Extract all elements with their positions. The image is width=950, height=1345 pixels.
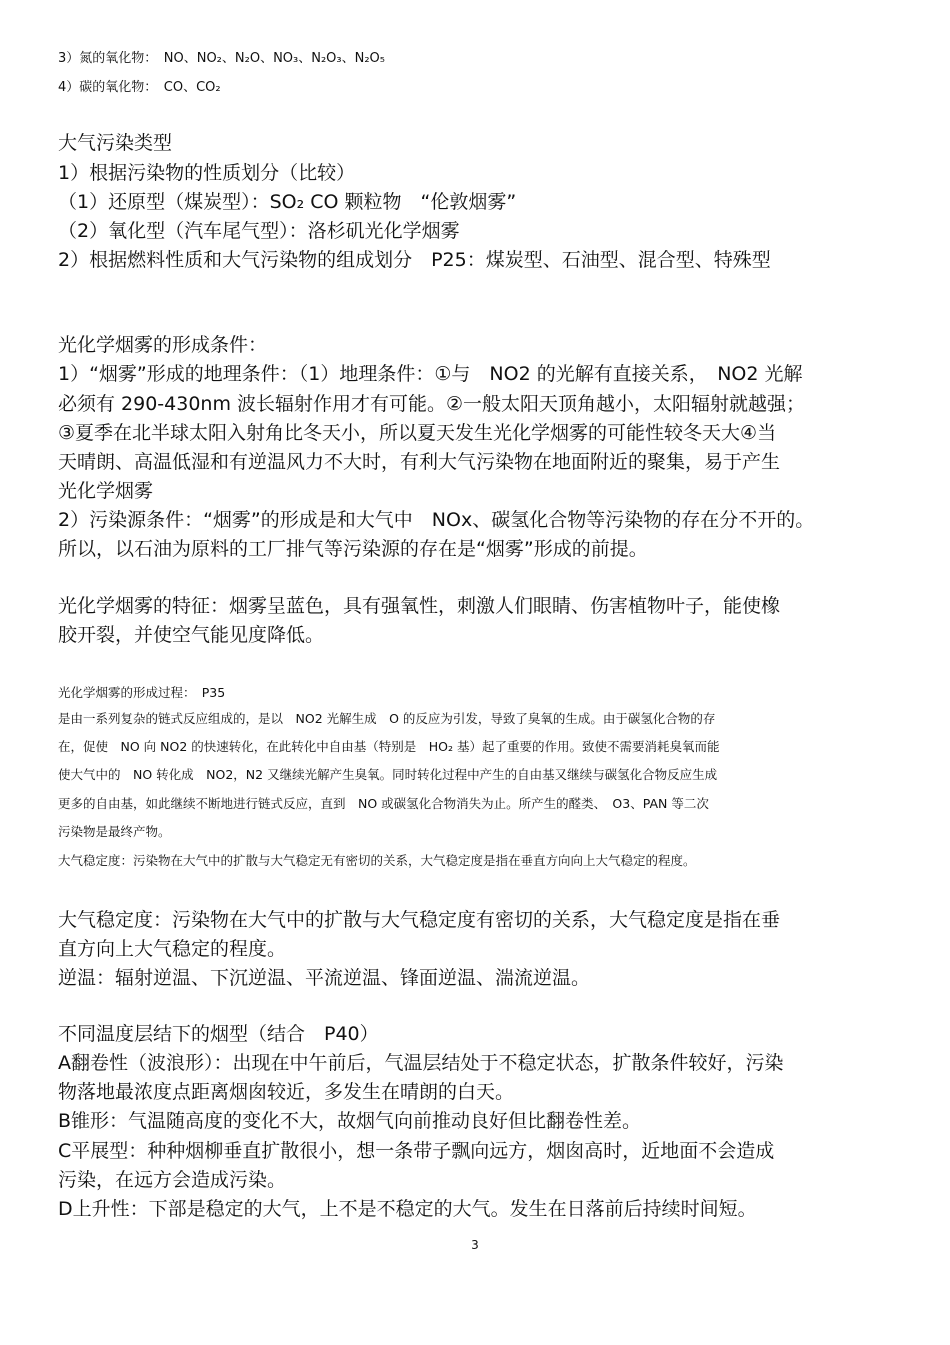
text-line: 物落地最浓度点距离烟囱较近，多发生在晴朗的白天。 xyxy=(58,1081,515,1103)
heading-plume-types: 不同温度层结下的烟型（结合 P40） xyxy=(58,1023,379,1045)
text-line: 污染物是最终产物。 xyxy=(58,824,171,839)
text-line: （2）氧化型（汽车尾气型）：洛杉矶光化学烟雾 xyxy=(58,220,460,242)
heading-stability: 大气稳定度：污染物在大气中的扩散与大气稳定度有密切的关系，大气稳定度是指在垂 xyxy=(58,909,781,931)
text-line: 必须有 290-430nm 波长辐射作用才有可能。②一般太阳天顶角越小，太阳辐射就越强； xyxy=(58,393,806,415)
text-line: 光化学烟雾 xyxy=(58,480,154,502)
text-features: 光化学烟雾的特征：烟雾呈蓝色，具有强氧性，刺激人们眼睛、伤害植物叶子，能使橡 xyxy=(58,595,781,617)
text-line: 2）污染源条件：“烟雾”的形成是和大气中 NOx、碳氢化合物等污染物的存在分不开的。 xyxy=(58,509,815,531)
line-carbon-oxides: 4）碳的氧化物： CO、CO₂ xyxy=(58,80,221,95)
heading-pollution-types: 大气污染类型 xyxy=(58,132,173,154)
text-line: 污染，在远方会造成污染。 xyxy=(58,1169,287,1191)
text-line: ③夏季在北半球太阳入射角比冬天小，所以夏天发生光化学烟雾的可能性较冬天大④当 xyxy=(58,422,777,444)
text-line: （1）还原型（煤炭型）：SO₂ CO 颗粒物 “伦敦烟雾” xyxy=(58,191,517,213)
text-line: 1）根据污染物的性质划分（比较） xyxy=(58,162,356,184)
text-line: D上升性：下部是稳定的大气，上不是不稳定的大气。发生在日落前后持续时间短。 xyxy=(58,1198,757,1220)
text-line: 胶开裂，并使空气能见度降低。 xyxy=(58,624,325,646)
text-line: 1）“烟雾”形成的地理条件：（1）地理条件：①与 NO2 的光解有直接关系， NO2 光解 xyxy=(58,363,803,385)
text-line: 更多的自由基，如此继续不断地进行链式反应，直到 NO 或碳氢化合物消失为止。所产生的醛类、 O3、PAN 等二次 xyxy=(58,796,709,811)
line-nitrogen-oxides: 3）氮的氧化物： NO、NO₂、N₂O、NO₃、N₂O₃、N₂O₅ xyxy=(58,51,385,66)
text-line: 在，促使 NO 向 NO2 的快速转化，在此转化中自由基（特别是 HO₂ 基）起了重要的作用。致使不需要消耗臭氧而能 xyxy=(58,739,720,754)
text-line: 2）根据燃料性质和大气污染物的组成划分 P25：煤炭型、石油型、混合型、特殊型 xyxy=(58,249,771,271)
text-line: A翻卷性（波浪形）：出现在中午前后，气温层结处于不稳定状态，扩散条件较好，污染 xyxy=(58,1052,784,1074)
heading-formation-process: 光化学烟雾的形成过程： P35 xyxy=(58,685,226,700)
heading-formation-conditions: 光化学烟雾的形成条件： xyxy=(58,334,268,356)
text-inversion: 逆温：辐射逆温、下沉逆温、平流逆温、锋面逆温、湍流逆温。 xyxy=(58,967,591,989)
text-line: 直方向上大气稳定的程度。 xyxy=(58,938,287,960)
text-line: 大气稳定度：污染物在大气中的扩散与大气稳定无有密切的关系，大气稳定度是指在垂直方向向上大气稳定的程度。 xyxy=(58,853,696,868)
text-line: 是由一系列复杂的链式反应组成的，是以 NO2 光解生成 O 的反应为引发，导致了臭氧的生成。由于碳氢化合物的存 xyxy=(58,711,716,726)
text-line: 天晴朗、高温低湿和有逆温风力不大时，有利大气污染物在地面附近的聚集，易于产生 xyxy=(58,451,781,473)
text-line: B锥形：气温随高度的变化不大，故烟气向前推动良好但比翻卷性差。 xyxy=(58,1110,642,1132)
text-line: 使大气中的 NO 转化成 NO2，N2 又继续光解产生臭氧。同时转化过程中产生的自由基又继续与碳氢化合物反应生成 xyxy=(58,767,718,782)
text-line: C平展型：种种烟柳垂直扩散很小，想一条带子飘向远方，烟囱高时，近地面不会造成 xyxy=(58,1140,775,1162)
page-number: 3 xyxy=(471,1238,479,1252)
text-line: 所以，以石油为原料的工厂排气等污染源的存在是“烟雾”形成的前提。 xyxy=(58,538,648,560)
